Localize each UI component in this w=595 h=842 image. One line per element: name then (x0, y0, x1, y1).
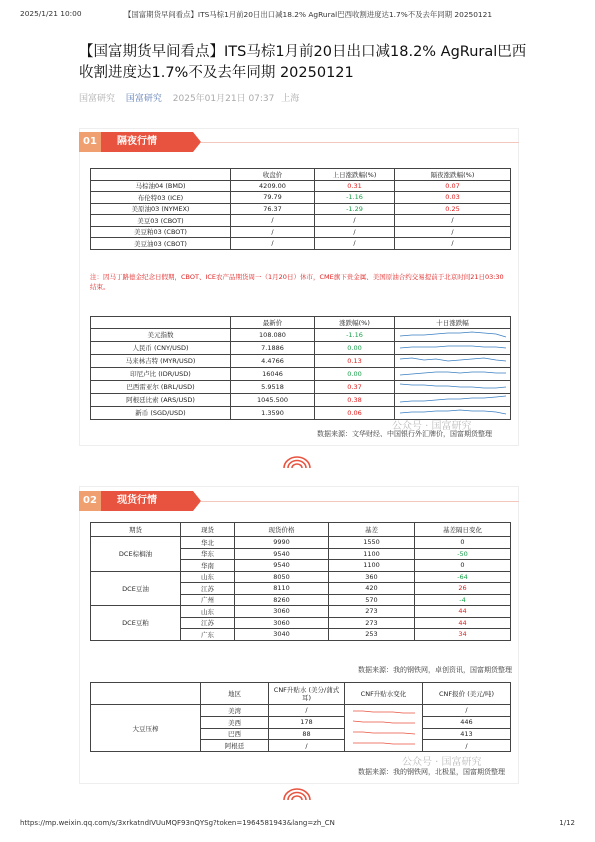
premium-trend-chart (349, 705, 419, 749)
meta-account-link[interactable]: 国富研究 (125, 94, 162, 104)
table-row (91, 537, 511, 549)
table-row (91, 238, 511, 250)
spot-price: 3040 (235, 629, 329, 641)
cnf-premium: 178 (269, 716, 345, 728)
close-price: / (231, 226, 315, 238)
table-header-cell: CNF升贴水 (美分/蒲式耳) (269, 683, 345, 705)
table-header-cell: CNF报价 (美元/吨) (423, 683, 511, 705)
spot-region: 华北 (181, 537, 235, 549)
table-header-cell: 基差 (329, 523, 415, 537)
currency-name: 印尼卢比 (IDR/USD) (91, 367, 231, 380)
section2-header (79, 491, 519, 511)
meta-location: 上海 (281, 94, 300, 104)
sparkline-cell (395, 367, 511, 380)
latest-price: 1.3590 (231, 406, 315, 419)
close-price: 76.37 (231, 203, 315, 215)
contract-name: 布伦特03 (ICE) (91, 192, 231, 204)
fx-table (90, 316, 511, 420)
overnight-change: / (395, 226, 511, 238)
overnight-change: / (395, 238, 511, 250)
spot-price: 8050 (235, 571, 329, 583)
wave-ornament-icon (282, 455, 312, 469)
table-header-cell: 现货价格 (235, 523, 329, 537)
basis-change: -64 (415, 571, 511, 583)
spot-region: 江苏 (181, 617, 235, 629)
meta-source: 国富研究 (79, 94, 116, 104)
holiday-note: 注：因马丁路德金纪念日假期，CBOT、ICE农产品期货周一（1月20日）休市，CME旗下贵金属、美国原油合约交易提前于北京时间21日03:30结束。 (90, 273, 504, 291)
soy-crush-table (90, 682, 511, 752)
change-pct: 0.13 (315, 354, 395, 367)
cnf-premium: / (269, 740, 345, 752)
spot-price: 9990 (235, 537, 329, 549)
sparkline (398, 329, 508, 339)
table-row (91, 367, 511, 380)
spot-price: 9540 (235, 560, 329, 572)
table-row (91, 341, 511, 354)
spot-data-source: 数据来源：我的钢铁网，卓创资讯，国富期货整理 (358, 666, 512, 674)
day-change: / (315, 238, 395, 250)
basis-change: 26 (415, 583, 511, 595)
basis-change: 0 (415, 537, 511, 549)
basis-change: 44 (415, 617, 511, 629)
watermark: 公众号 · 国富研究 (392, 421, 472, 432)
region: 美湾 (201, 705, 269, 717)
currency-name: 阿根廷比索 (ARS/USD) (91, 393, 231, 406)
print-url[interactable]: https://mp.weixin.qq.com/s/3xrkatndIVUuMQF93nQYSg?token=1964581943&lang=zh_CN (20, 819, 335, 827)
latest-price: 4.4766 (231, 354, 315, 367)
currency-name: 巴西雷亚尔 (BRL/USD) (91, 380, 231, 393)
basis: 1100 (329, 548, 415, 560)
table-row (91, 180, 511, 192)
region: 美西 (201, 716, 269, 728)
day-change: -1.16 (315, 192, 395, 204)
region: 巴西 (201, 728, 269, 740)
spot-region: 江苏 (181, 583, 235, 595)
contract-name: 美原油03 (NYMEX) (91, 203, 231, 215)
section-title: 隔夜行情 (101, 132, 193, 152)
sparkline-cell (395, 341, 511, 354)
table-row (91, 192, 511, 204)
table-header-row (91, 317, 511, 329)
section-title: 现货行情 (101, 491, 193, 511)
latest-price: 5.9518 (231, 380, 315, 393)
spot-price: 3060 (235, 617, 329, 629)
table-row (91, 606, 511, 618)
fx-data-source: 数据来源：文华财经、中国银行外汇牌价，国富期货整理 (317, 430, 492, 438)
basis: 253 (329, 629, 415, 641)
overnight-change: 0.25 (395, 203, 511, 215)
sparkline (398, 394, 508, 404)
latest-price: 7.1886 (231, 341, 315, 354)
sparkline (398, 381, 508, 391)
table-row (91, 328, 511, 341)
basis: 273 (329, 606, 415, 618)
currency-name: 马来林吉特 (MYR/USD) (91, 354, 231, 367)
table-header-cell: 现货 (181, 523, 235, 537)
watermark: 公众号 · 国富研究 (402, 757, 482, 768)
crush-group: 大豆压榨 (91, 705, 201, 752)
sparkline-cell (395, 328, 511, 341)
print-datetime: 2025/1/21 10:00 (20, 9, 82, 18)
table-header-cell: 期货 (91, 523, 181, 537)
sparkline (398, 368, 508, 378)
table-header-cell: 基差隔日变化 (415, 523, 511, 537)
table-row (91, 215, 511, 227)
section-number: 02 (79, 491, 101, 511)
table-row (91, 380, 511, 393)
table-header-cell: CNF升贴水变化 (345, 683, 423, 705)
section-arrow (193, 491, 201, 511)
cnf-premium: / (269, 705, 345, 717)
basis: 570 (329, 594, 415, 606)
cnf-quote: / (423, 740, 511, 752)
table-header-cell: 最新价 (231, 317, 315, 329)
table-header-cell (91, 683, 201, 705)
day-change: / (315, 215, 395, 227)
contract-name: 美豆粕03 (CBOT) (91, 226, 231, 238)
print-page-title: 【国富期货早间看点】ITS马棕1月前20日出口减18.2% AgRural巴西收割进度达1.7%不及去年同期 20250121 (124, 10, 493, 19)
latest-price: 108.080 (231, 328, 315, 341)
futures-group: DCE豆粕 (91, 606, 181, 641)
contract-name: 美豆油03 (CBOT) (91, 238, 231, 250)
close-price: 79.79 (231, 192, 315, 204)
table-header-row (91, 683, 511, 705)
crush-data-source: 数据来源：我的钢铁网，北极星，国富期货整理 (358, 768, 505, 776)
table-header-row (91, 169, 511, 181)
basis: 1100 (329, 560, 415, 572)
currency-name: 新币 (SGD/USD) (91, 406, 231, 419)
article-meta (79, 91, 299, 104)
table-header-cell: 涨跌幅(%) (315, 317, 395, 329)
table-header-cell (91, 317, 231, 329)
wave-ornament-icon (282, 787, 312, 801)
overnight-table (90, 168, 511, 250)
table-header-cell: 上日涨跌幅(%) (315, 169, 395, 181)
section-arrow (193, 132, 201, 152)
spot-price: 8110 (235, 583, 329, 595)
cnf-quote: 446 (423, 716, 511, 728)
spot-region: 华南 (181, 560, 235, 572)
basis: 1550 (329, 537, 415, 549)
spot-region: 山东 (181, 571, 235, 583)
table-header-cell: 收盘价 (231, 169, 315, 181)
premium-trend-cell (345, 705, 423, 752)
spot-region: 广东 (181, 629, 235, 641)
overnight-change: 0.07 (395, 180, 511, 192)
basis-change: 34 (415, 629, 511, 641)
table-row (91, 203, 511, 215)
contract-name: 美豆03 (CBOT) (91, 215, 231, 227)
basis-change: 0 (415, 560, 511, 572)
basis: 360 (329, 571, 415, 583)
section-number: 01 (79, 132, 101, 152)
cnf-quote: 413 (423, 728, 511, 740)
table-row (91, 705, 511, 717)
currency-name: 人民币 (CNY/USD) (91, 341, 231, 354)
cnf-quote: / (423, 705, 511, 717)
day-change: 0.31 (315, 180, 395, 192)
meta-time: 2025年01月21日 07:37 (172, 94, 275, 104)
spot-price: 9540 (235, 548, 329, 560)
basis-change: -4 (415, 594, 511, 606)
table-header-row (91, 523, 511, 537)
spot-region: 华东 (181, 548, 235, 560)
table-row (91, 393, 511, 406)
sparkline-cell (395, 393, 511, 406)
basis: 420 (329, 583, 415, 595)
spot-region: 广州 (181, 594, 235, 606)
change-pct: 0.00 (315, 341, 395, 354)
table-row (91, 226, 511, 238)
section-divider (201, 501, 519, 502)
change-pct: 0.00 (315, 367, 395, 380)
spot-table (90, 522, 511, 641)
sparkline (398, 407, 508, 417)
overnight-change: 0.03 (395, 192, 511, 204)
futures-group: DCE棕榈油 (91, 537, 181, 572)
change-pct: 0.06 (315, 406, 395, 419)
basis: 273 (329, 617, 415, 629)
table-row (91, 354, 511, 367)
day-change: / (315, 226, 395, 238)
close-price: / (231, 238, 315, 250)
sparkline (398, 342, 508, 352)
day-change: -1.29 (315, 203, 395, 215)
currency-name: 美元指数 (91, 328, 231, 341)
table-header-cell: 地区 (201, 683, 269, 705)
sparkline-cell (395, 354, 511, 367)
latest-price: 16046 (231, 367, 315, 380)
table-header-cell: 隔夜涨跌幅(%) (395, 169, 511, 181)
futures-group: DCE豆油 (91, 571, 181, 606)
region: 阿根廷 (201, 740, 269, 752)
change-pct: 0.37 (315, 380, 395, 393)
section1-header (79, 132, 519, 152)
article-title: 【国富期货早间看点】ITS马棕1月前20日出口减18.2% AgRural巴西收割进度达1.7%不及去年同期 20250121 (79, 44, 527, 81)
table-row (91, 571, 511, 583)
overnight-change: / (395, 215, 511, 227)
table-header-cell (91, 169, 231, 181)
change-pct: -1.16 (315, 328, 395, 341)
change-pct: 0.38 (315, 393, 395, 406)
spot-region: 山东 (181, 606, 235, 618)
sparkline (398, 355, 508, 365)
basis-change: 44 (415, 606, 511, 618)
section-divider (201, 142, 519, 143)
spot-price: 8260 (235, 594, 329, 606)
close-price: / (231, 215, 315, 227)
spot-price: 3060 (235, 606, 329, 618)
close-price: 4209.00 (231, 180, 315, 192)
cnf-premium: 88 (269, 728, 345, 740)
table-header-cell: 十日涨跌幅 (395, 317, 511, 329)
contract-name: 马棕油04 (BMD) (91, 180, 231, 192)
page-number: 1/12 (559, 819, 575, 827)
sparkline-cell (395, 380, 511, 393)
latest-price: 1045.500 (231, 393, 315, 406)
basis-change: -50 (415, 548, 511, 560)
